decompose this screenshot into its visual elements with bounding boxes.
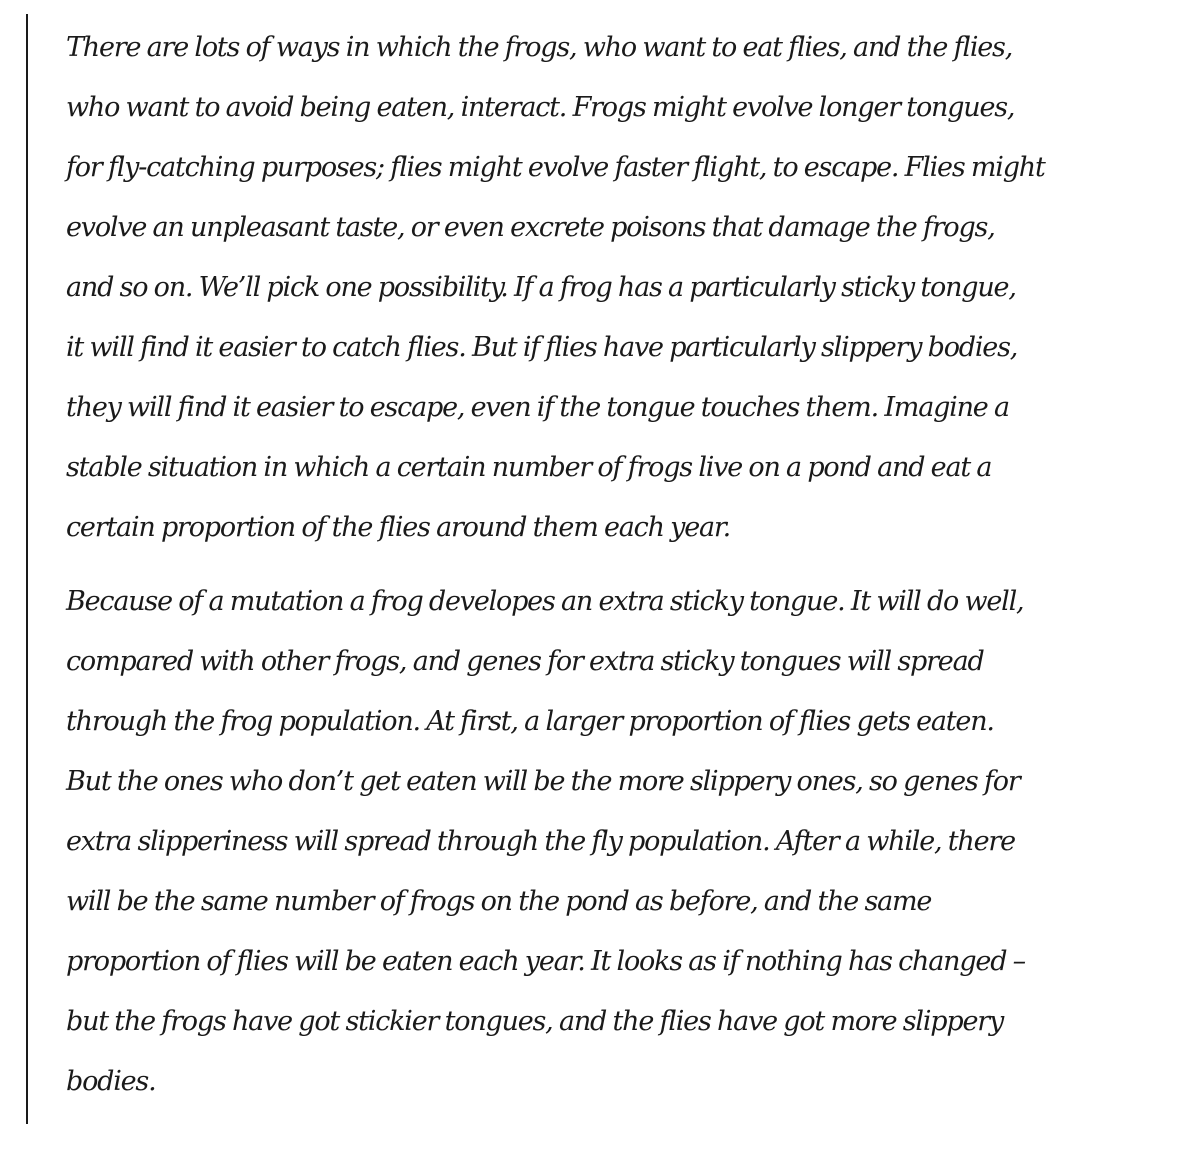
- paragraph-1: [66, 18, 1188, 558]
- text-line: Because of a mutation a frog developes an extra sticky tongue. It will do well,: [66, 586, 1024, 617]
- text-line: extra slipperiness will spread through the fly population. After a while, there: [66, 826, 1015, 857]
- text-line: bodies.: [66, 1066, 156, 1097]
- text-line: compared with other frogs, and genes for extra sticky tongues will spread: [66, 646, 984, 677]
- paragraph-2: [66, 572, 1188, 1112]
- text-line: but the frogs have got stickier tongues, and the flies have got more slippery: [66, 1006, 1004, 1037]
- text-line: will be the same number of frogs on the pond as before, and the same: [66, 886, 932, 917]
- text-line: proportion of flies will be eaten each year. It looks as if nothing has changed –: [66, 946, 1025, 977]
- text-line: evolve an unpleasant taste, or even excrete poisons that damage the frogs,: [66, 212, 995, 243]
- text-line: and so on. We’ll pick one possibility. If a frog has a particularly sticky tongue,: [66, 272, 1016, 303]
- blockquote: [26, 14, 1188, 1124]
- text-line: certain proportion of the flies around them each year.: [66, 512, 731, 543]
- text-line: But the ones who don’t get eaten will be the more slippery ones, so genes for: [66, 766, 1020, 797]
- text-line: There are lots of ways in which the frogs, who want to eat flies, and the flies,: [66, 32, 1013, 63]
- paragraph-spacer: [66, 558, 1188, 572]
- text-line: for fly-catching purposes; flies might evolve faster flight, to escape. Flies might: [66, 152, 1045, 183]
- text-line: they will find it easier to escape, even if the tongue touches them. Imagine a: [66, 392, 1009, 423]
- text-line: it will find it easier to catch flies. But if flies have particularly slippery bodies,: [66, 332, 1018, 363]
- text-line: stable situation in which a certain number of frogs live on a pond and eat a: [66, 452, 992, 483]
- text-line: through the frog population. At first, a larger proportion of flies gets eaten.: [66, 706, 994, 737]
- text-line: who want to avoid being eaten, interact. Frogs might evolve longer tongues,: [66, 92, 1015, 123]
